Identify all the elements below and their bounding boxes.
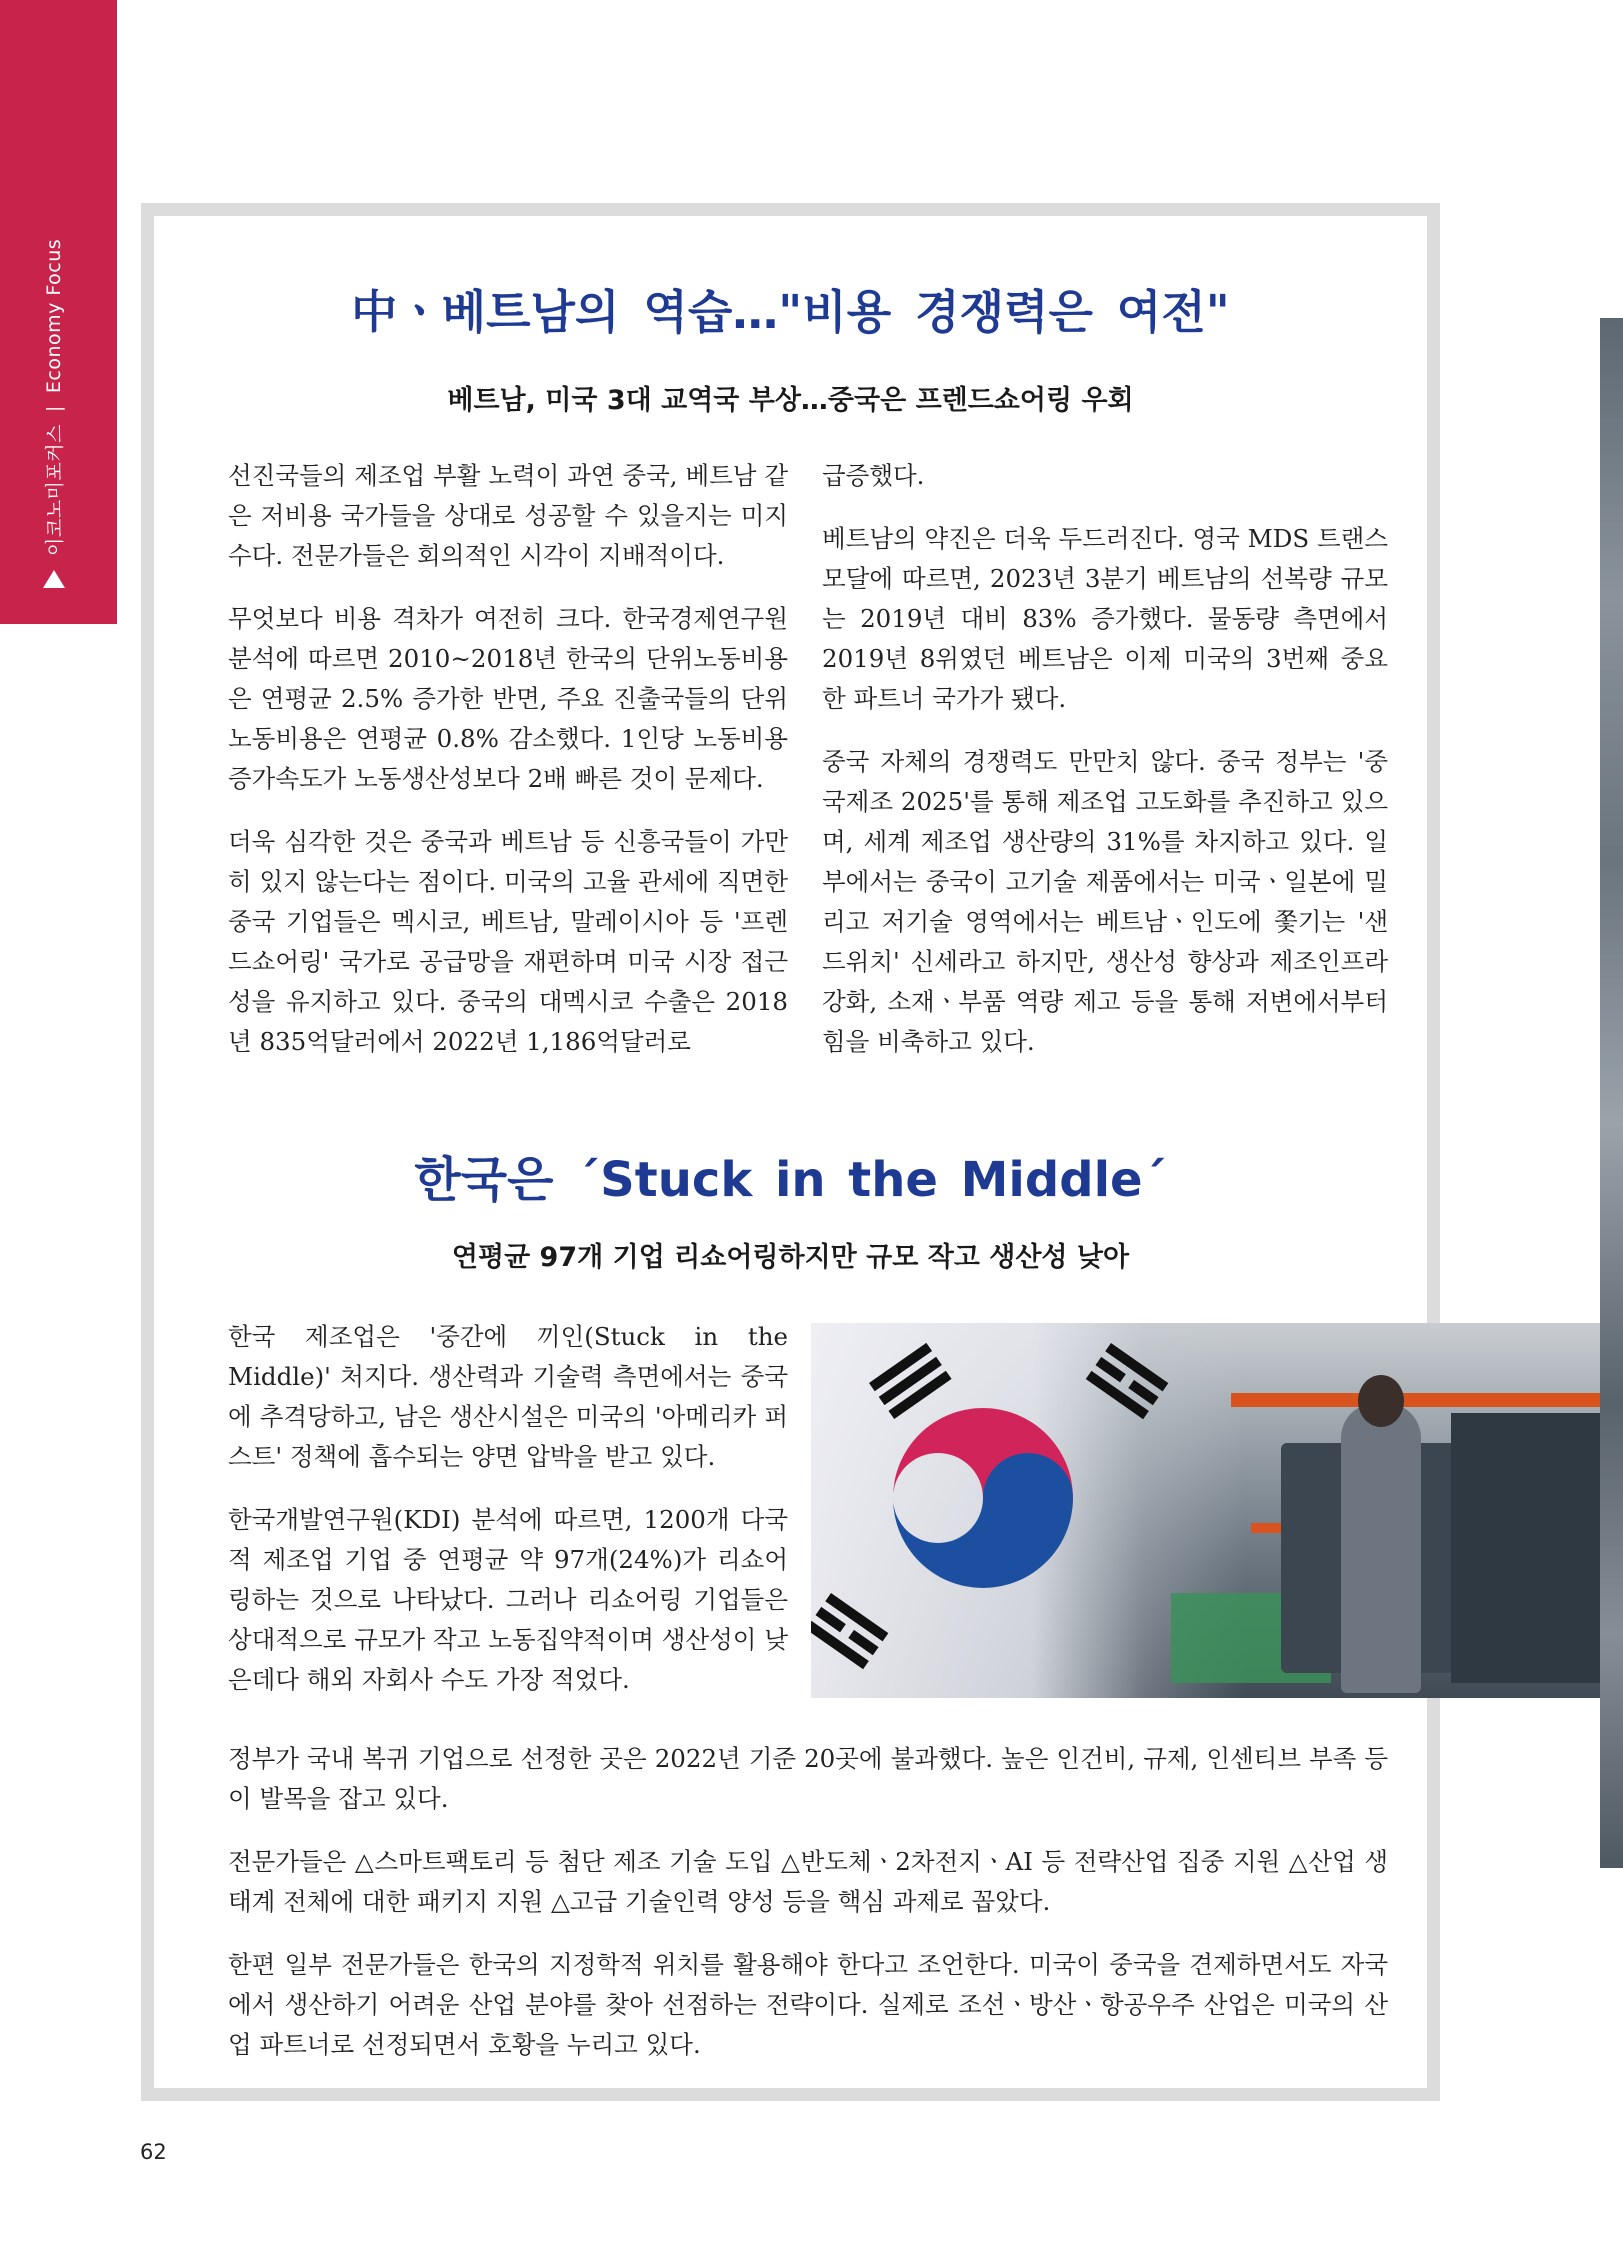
article2-left-column	[228, 1317, 788, 1723]
article2-full-width-text	[228, 1739, 1388, 2088]
article1-right-column	[822, 456, 1388, 1085]
article-frame	[141, 203, 1440, 2101]
paragraph: 중국 자체의 경쟁력도 만만치 않다. 중국 정부는 '중국제조 2025'를 통해 제조업 고도화를 추진하고 있으며, 세계 제조업 생산량의 31%를 차지하고 있다. 일부에서는 중국이 고기술 제품에서는 미국ㆍ일본에 밀리고 저기술 영역에서는 베트남ㆍ인도에 쫓기는 '샌드위치' 신세라고 하지만, 생산성 향상과 제조인프라 강화, 소재ㆍ부품 역량 제고 등을 통해 저변에서부터 힘을 비축하고 있다.	[822, 747, 1388, 1056]
paragraph: 전문가들은 △스마트팩토리 등 첨단 제조 기술 도입 △반도체ㆍ2차전지ㆍAI 등 전략산업 집중 지원 △산업 생태계 전체에 대한 패키지 지원 △고급 기술인력 양성 등을 핵심 과제로 꼽았다.	[228, 1847, 1388, 1916]
paragraph: 급증했다.	[822, 461, 925, 490]
section-label-korean: 이코노미포커스	[44, 424, 66, 556]
article2-subtitle: 연평균 97개 기업 리쇼어링하지만 규모 작고 생산성 낮아	[451, 1242, 1130, 1273]
paragraph: 선진국들의 제조업 부활 노력이 과연 중국, 베트남 같은 저비용 국가들을 상대로 성공할 수 있을지는 미지수다. 전문가들은 회의적인 시각이 지배적이다.	[228, 461, 788, 570]
article1-subtitle: 베트남, 미국 3대 교역국 부상…중국은 프렌드쇼어링 우회	[447, 385, 1134, 416]
adjacent-page-photo-strip	[1600, 318, 1623, 1868]
paragraph: 더욱 심각한 것은 중국과 베트남 등 신흥국들이 가만히 있지 않는다는 점이다. 미국의 고율 관세에 직면한 중국 기업들은 멕시코, 베트남, 말레이시아 등 '프렌드쇼어링' 국가로 공급망을 재편하며 미국 시장 접근성을 유지하고 있다. 중국의 대멕시코 수출은 2018년 835억달러에서 2022년 1,186억달러로	[228, 827, 788, 1056]
paragraph: 한국개발연구원(KDI) 분석에 따르면, 1200개 다국적 제조업 기업 중 연평균 약 97개(24%)가 리쇼어링하는 것으로 나타났다. 그러나 리쇼어링 기업들은 상대적으로 규모가 작고 노동집약적이며 생산성이 낮은데다 해외 자회사 수도 가장 적었다.	[228, 1505, 788, 1694]
mountain-logo-icon	[43, 570, 65, 588]
paragraph: 베트남의 약진은 더욱 두드러진다. 영국 MDS 트랜스모달에 따르면, 2023년 3분기 베트남의 선복량 규모는 2019년 대비 83% 증가했다. 물동량 측면에서 2019년 8위였던 베트남은 이제 미국의 3번째 중요한 파트너 국가가 됐다.	[822, 524, 1388, 713]
paragraph: 한국 제조업은 '중간에 끼인(Stuck in the Middle)' 처지다. 생산력과 기술력 측면에서는 중국에 추격당하고, 남은 생산시설은 미국의 '아메리카 퍼스트' 정책에 흡수되는 양면 압박을 받고 있다.	[228, 1322, 788, 1471]
paragraph: 정부가 국내 복귀 기업으로 선정한 곳은 2022년 기준 20곳에 불과했다. 높은 인건비, 규제, 인센티브 부족 등이 발목을 잡고 있다.	[228, 1744, 1388, 1813]
section-label	[40, 239, 67, 590]
article2-title: 한국은 ´Stuck in the Middle´	[414, 1152, 1167, 1208]
paragraph: 한편 일부 전문가들은 한국의 지정학적 위치를 활용해야 한다고 조언한다. 미국이 중국을 견제하면서도 자국에서 생산하기 어려운 산업 분야를 찾아 선점하는 전략이다. 실제로 조선ㆍ방산ㆍ항공우주 산업은 미국의 산업 파트너로 선정되면서 호황을 누리고 있다.	[228, 1950, 1388, 2059]
korean-flag-factory-photo	[811, 1323, 1600, 1698]
page-number: 62	[140, 2140, 167, 2164]
section-separator: |	[42, 405, 65, 413]
section-label-english: Economy Focus	[42, 238, 65, 394]
paragraph: 무엇보다 비용 격차가 여전히 크다. 한국경제연구원 분석에 따르면 2010~2018년 한국의 단위노동비용은 연평균 2.5% 증가한 반면, 주요 진출국들의 단위노동비용은 연평균 0.8% 감소했다. 1인당 노동비용 증가속도가 노동생산성보다 2배 빠른 것이 문제다.	[228, 604, 788, 793]
korean-flag-icon	[811, 1323, 1231, 1698]
article1-title: 中ㆍ베트남의 역습…"비용 경쟁력은 여전"	[351, 285, 1230, 339]
article1-left-column	[228, 456, 788, 1085]
